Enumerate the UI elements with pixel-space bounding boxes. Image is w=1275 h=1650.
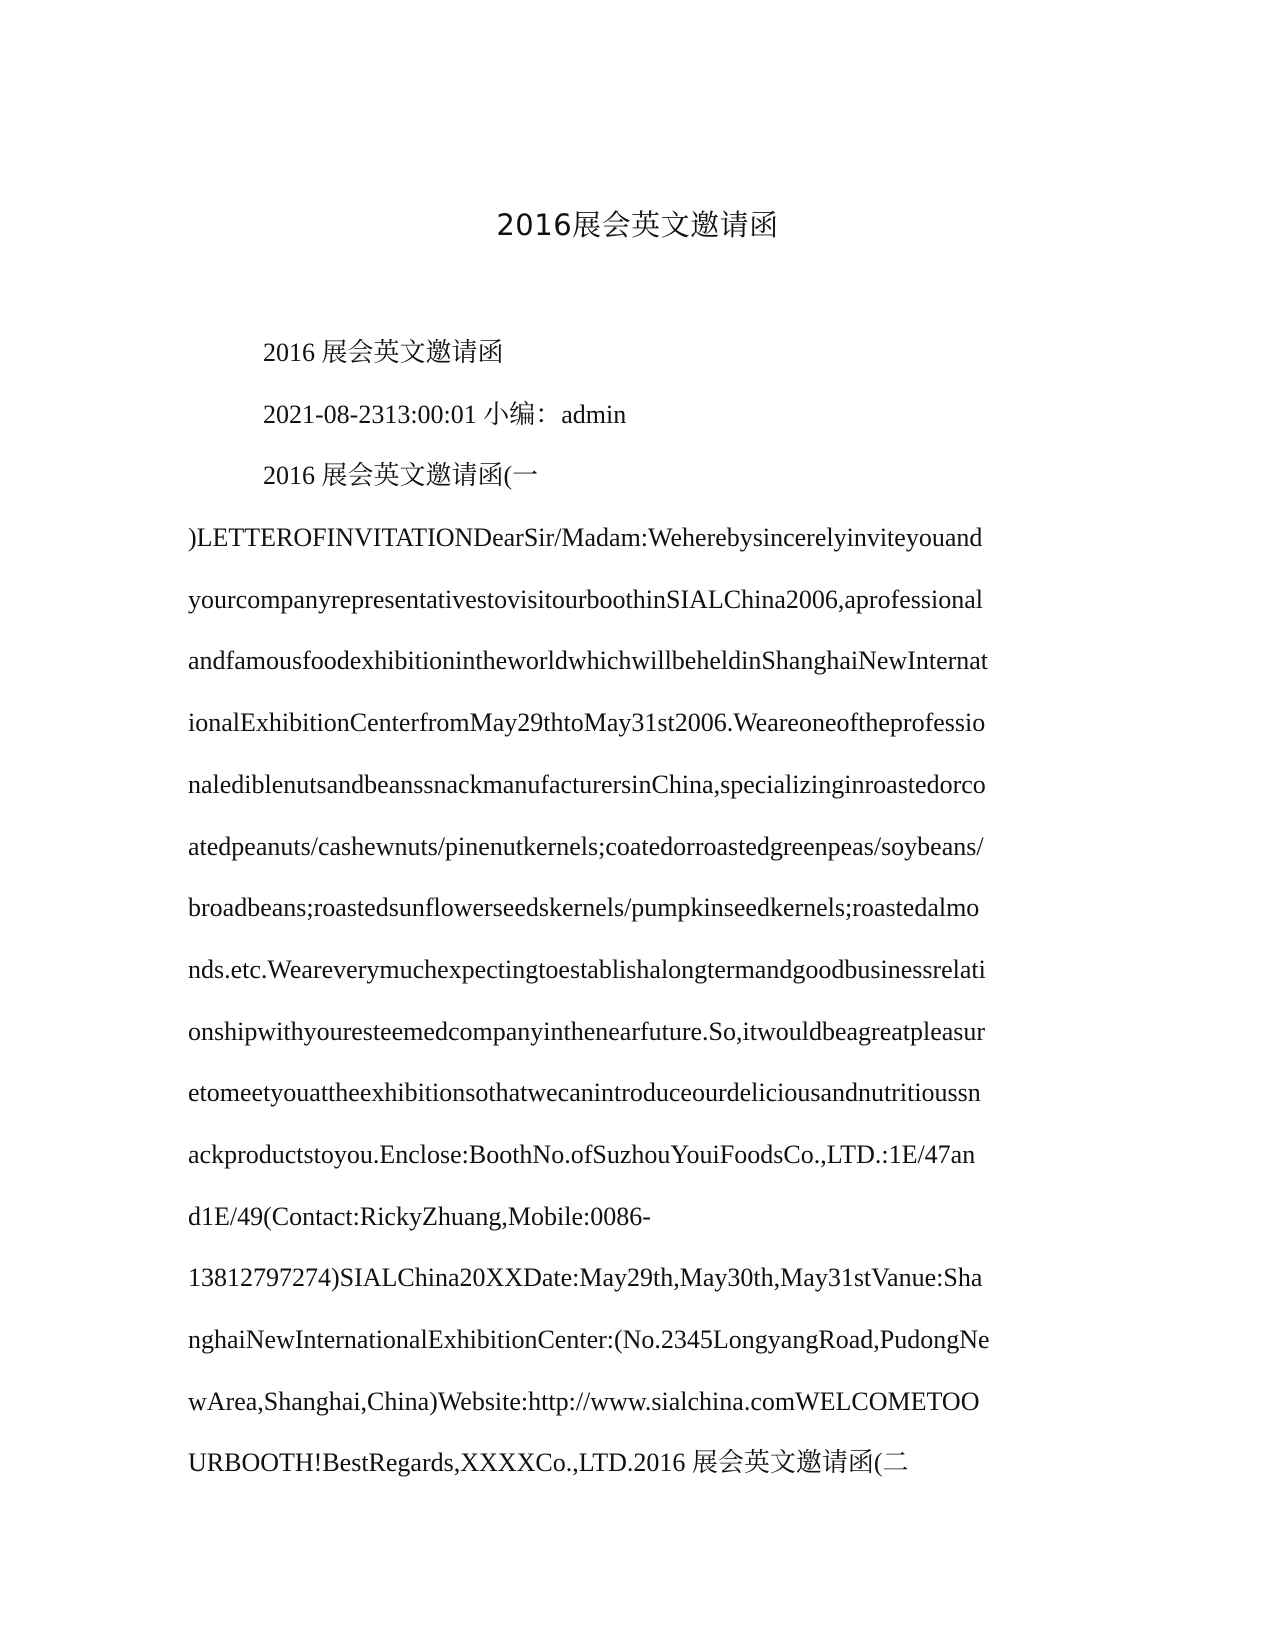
document-title: 2016展会英文邀请函 xyxy=(496,208,779,242)
body-line: nalediblenutsandbeanssnackmanufacturersinChina,specializinginroastedorco xyxy=(188,769,986,799)
body-line: onshipwithyouresteemedcompanyinthenearfuture.So,itwouldbeagreatpleasur xyxy=(188,1016,986,1046)
body-line: d1E/49(Contact:RickyZhuang,Mobile:0086- xyxy=(188,1201,651,1231)
body-line: wArea,Shanghai,China)Website:http://www.sialchina.comWELCOMETOO xyxy=(188,1386,980,1416)
body-line: atedpeanuts/cashewnuts/pinenutkernels;coatedorroastedgreenpeas/soybeans/ xyxy=(188,831,984,861)
document-body xyxy=(188,322,1088,1494)
body-line: yourcompanyrepresentativestovisitourboothinSIALChina2006,aprofessional xyxy=(188,584,984,614)
body-line: andfamousfoodexhibitionintheworldwhichwillbeheldinShanghaiNewInternat xyxy=(188,646,989,676)
body-line: nds.etc.Weareverymuchexpectingtoestablishalongtermandgoodbusinessrelati xyxy=(188,954,986,984)
body-line: URBOOTH!BestRegards,XXXXCo.,LTD.2016 展会英文邀请函(二 xyxy=(188,1448,909,1478)
body-line: etomeetyouattheexhibitionsothatwecanintroduceourdeliciousandnutritioussn xyxy=(188,1078,981,1108)
body-line: broadbeans;roastedsunflowerseedskernels/pumpkinseedkernels;roastedalmo xyxy=(188,893,980,923)
body-line: 13812797274)SIALChina20XXDate:May29th,May30th,May31stVanue:Sha xyxy=(188,1263,983,1293)
body-line: ionalExhibitionCenterfromMay29thtoMay31st2006.Weareoneoftheprofessio xyxy=(188,708,986,738)
body-line: 2021-08-2313:00:01 小编：admin xyxy=(263,399,627,429)
body-line: ackproductstoyou.Enclose:BoothNo.ofSuzhouYouiFoodsCo.,LTD.:1E/47an xyxy=(188,1139,976,1169)
body-line: nghaiNewInternationalExhibitionCenter:(No.2345LongyangRoad,PudongNe xyxy=(188,1325,990,1354)
body-line: 2016 展会英文邀请函(一 xyxy=(263,461,539,491)
body-line: 2016 展会英文邀请函 xyxy=(263,338,504,367)
body-line: )LETTEROFINVITATIONDearSir/Madam:Weherebysincerelyinviteyouand xyxy=(188,523,983,553)
